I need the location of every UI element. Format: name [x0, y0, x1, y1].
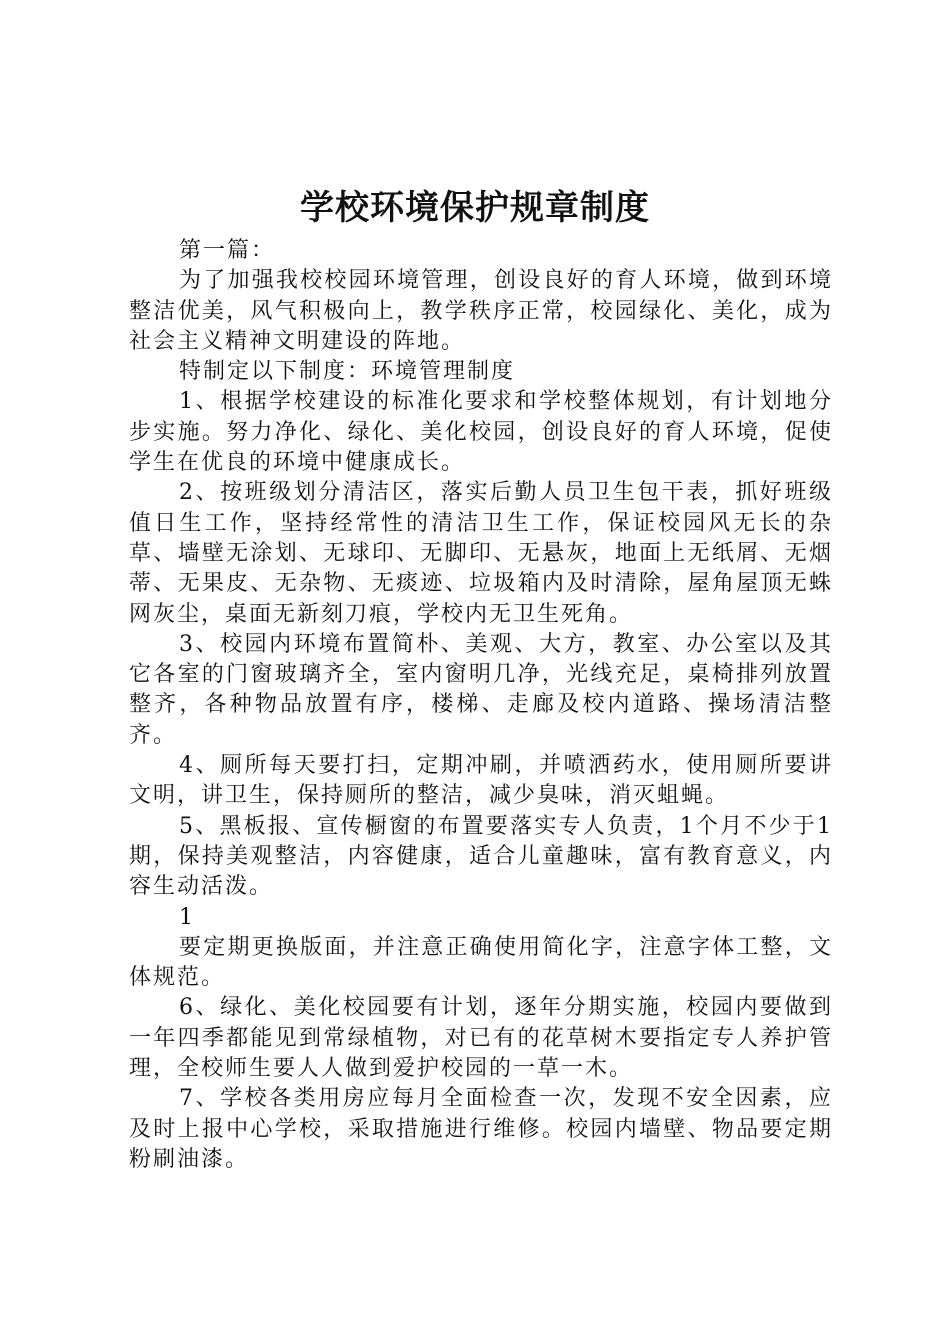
- paragraph-rule-2: 2、按班级划分清洁区，落实后勤人员卫生包干表，抓好班级值日生工作，坚持经常性的清洁卫生工作，保证校园风无长的杂草、墙壁无涂划、无球印、无脚印、无悬灰，地面上无纸屑、无烟蒂、无果皮、无杂物、无痰迹、垃圾箱内及时清除，屋角屋顶无蛛网灰尘，桌面无新刻刀痕，学校内无卫生死角。: [129, 480, 833, 627]
- paragraph-rules-heading: 特制定以下制度：环境管理制度: [179, 359, 516, 385]
- paragraph-rule-4: 4、厕所每天要打扫，定期冲刷，并喷洒药水，使用厕所要讲文明，讲卫生，保持厕所的整洁，减少臭味，消灭蛆蝇。: [129, 753, 833, 809]
- document-body: [129, 236, 833, 1175]
- paragraph-rule-5: 5、黑板报、宣传橱窗的布置要落实专人负责，1个月不少于1期，保持美观整洁，内容健康，适合儿童趣味，富有教育意义，内容生动活泼。: [129, 813, 833, 900]
- paragraph-intro: 为了加强我校校园环境管理，创设良好的育人环境，做到环境整洁优美，风气积极向上，教学秩序正常，校园绿化、美化，成为社会主义精神文明建设的阵地。: [129, 268, 833, 354]
- document-title: 学校环境保护规章制度: [300, 188, 650, 228]
- paragraph-rule-1: 1、根据学校建设的标准化要求和学校整体规划，有计划地分步实施。努力净化、绿化、美化校园，创设良好的育人环境，促使学生在优良的环境中健康成长。: [129, 389, 833, 476]
- page-number: 1: [179, 904, 195, 930]
- paragraph-rule-6: 6、绿化、美化校园要有计划，逐年分期实施，校园内要做到一年四季都能见到常绿植物，对已有的花草树木要指定专人养护管理，全校师生要人人做到爱护校园的一草一木。: [129, 995, 833, 1082]
- paragraph-rule-7: 7、学校各类用房应每月全面检查一次，发现不安全因素，应及时上报中心学校，采取措施进行维修。校园内墙壁、物品要定期粉刷油漆。: [129, 1086, 833, 1172]
- paragraph-section-heading: 第一篇：: [179, 238, 276, 263]
- paragraph-rule-3: 3、校园内环境布置简朴、美观、大方，教室、办公室以及其它各室的门窗玻璃齐全，室内窗明几净，光线充足，桌椅排列放置整齐，各种物品放置有序，楼梯、走廊及校内道路、操场清洁整齐。: [129, 631, 833, 748]
- paragraph-rule-5-continued: 要定期更换版面，并注意正确使用简化字，注意字体工整，文体规范。: [129, 934, 833, 991]
